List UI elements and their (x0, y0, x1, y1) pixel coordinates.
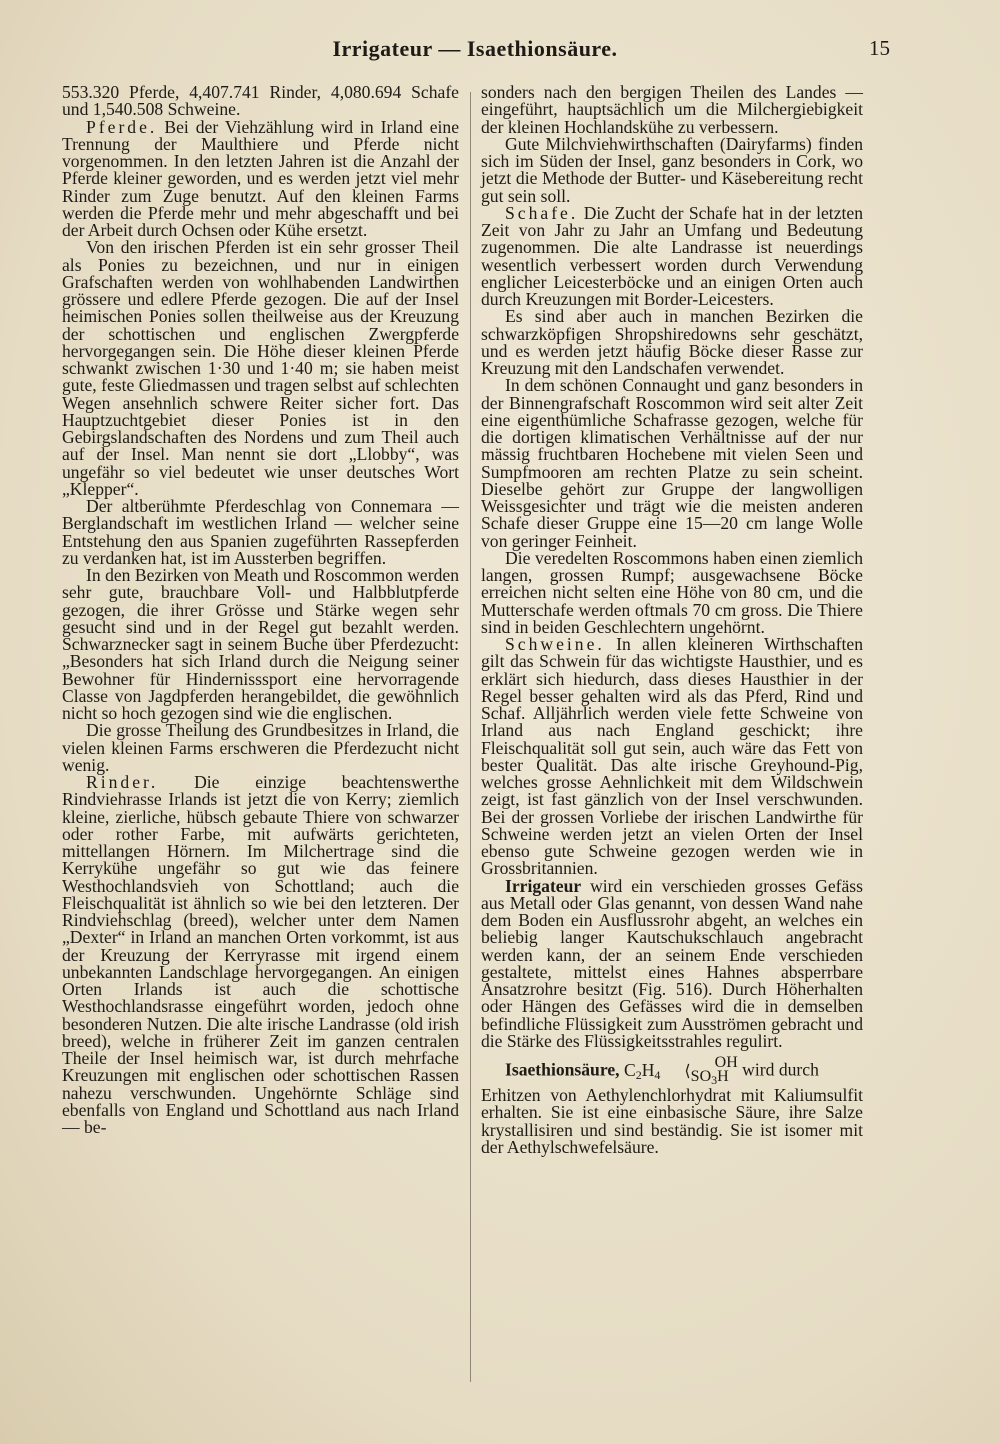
formula-element: H (641, 1059, 655, 1080)
entry-heading-isaethionsaeure: Isaethionsäure, (505, 1059, 620, 1080)
running-title: Irrigateur — Isaethionsäure. (332, 36, 618, 61)
paragraph: Es sind aber auch in manchen Bezirken die schwarzköpfigen Shropshiredowns sehr geschätzt, und es werden jetzt häufig Böcke dieser Rasse zur Kreuzung mit den Landschafen verwendet. (481, 306, 863, 378)
paragraph: sonders nach den bergigen Theilen des Landes — eingeführt, hauptsächlich um die Milchergiebigkeit der kleinen Hochlandskühe zu verbessern. (481, 82, 863, 137)
page-number: 15 (869, 36, 890, 60)
chemical-formula (623, 1054, 738, 1087)
entry-isaethionsaeure (481, 1056, 863, 1087)
formula-branch-top: OH (714, 1054, 738, 1071)
section-heading-pferde: Pferde. (86, 116, 158, 137)
formula-subscript: 2 (635, 1067, 642, 1082)
paragraph-rinder (62, 774, 459, 1136)
formula-bracket: ⟨ (684, 1062, 691, 1080)
paragraph: Gute Milchviehwirthschaften (Dairyfarms) finden sich im Süden der Insel, ganz besonders in Cork, wo jetzt die Methode der Butter- und Käsebereitung recht gut sein soll. (481, 133, 863, 206)
paragraph: Die veredelten Roscommons haben einen ziemlich langen, grossen Rumpf; ausgewachsene Böcke erreichen nicht selten eine Höhe von 80 cm, und die Mutterschafe werden oftmals 70 cm gross. Die Thiere sind in beiden Geschlechtern ungehörnt. (481, 547, 863, 637)
formula-element: H (717, 1068, 729, 1085)
paragraph: 553.320 Pferde, 4,407.741 Rinder, 4,080.694 Schafe und 1,540.508 Schweine. (62, 82, 459, 120)
paragraph: Der altberühmte Pferdeschlag von Connemara — Berglandschaft im westlichen Irland — welcher seine Entstehung den aus Spanien zugeführten Rassepferden zu verdanken hat, ist im Aussterben begriffen. (62, 496, 459, 568)
entry-text-continued: Erhitzen von Aethylenchlorhydrat mit Kaliumsulfit erhalten. Sie ist eine einbasische Säure, ihre Salze krystallisiren und sind beständig. Sie ist isomer mit der Aethylschwefelsäure. (481, 1085, 863, 1157)
paragraph-text: Die Zucht der Schafe hat in der letzten Zeit von Jahr zu Jahr an Umfang und Bedeutung zugenommen. Die alte Landrasse ist neuerdings wesentlich verbessert worden durch Verwendung englicher Leicesterböcke und an einigen Orten auch durch Kreuzungen mit Border-Leicesters. (481, 202, 863, 309)
formula-element: C (623, 1059, 636, 1080)
paragraph-text: In allen kleineren Wirthschaften gilt das Schwein für das wichtigste Hausthier, und es erklärt sich hiedurch, dass dieses Hausthier in der Regel besser gehalten wird als das Pferd, Rind und Schaf. Alljährlich werden viele fette Schweine von Irland aus nach England geschickt; ihre Fleischqualität soll gut sein, auch wäre das Fett von bester Qualität. Das alte irische Greyhound-Pig, welches grosse Aehnlichkeit mit dem Wildschwein zeigt, ist fast gänzlich von der Insel verschwunden. Bei der grossen Vorliebe der irischen Landwirthe für Schweine werden jetzt an vielen Orten der Insel ebenso gute Schweine gezogen werden wie in Grossbritannien. (481, 634, 863, 879)
left-column (62, 84, 459, 1136)
paragraph-text: Bei der Viehzählung wird in Irland eine Trennung der Maulthiere und Pferde nicht vorgenommen. In den letzten Jahren ist die Anzahl der Pferde kleiner geworden, und es werden jetzt viel mehr Rinder zum Zuge benutzt. Auf den kleinen Farms werden die Pferde mehr und mehr abgeschafft und bei der Arbeit durch Ochsen oder Kühe ersetzt. (62, 116, 459, 240)
paragraph: In den Bezirken von Meath und Roscommon werden sehr gute, brauchbare Voll- und Halbblutpferde gezogen, die ihrer Grösse und Stärke wegen sehr gesucht sind und in der Regel gut bezahlt werden. Schwarznecker sagt in seinem Buche über Pferdezucht: „Besonders hat sich Irland durch die Neigung seiner Bewohner für Hindernisssport eine hervorragende Classe von Jagdpferden herangebildet, die gewöhnlich nicht so hoch gezogen sind wie die englischen. (62, 565, 459, 723)
formula-branches (691, 1056, 738, 1087)
paragraph: Von den irischen Pferden ist ein sehr grosser Theil als Ponies zu bezeichnen, und nur in einigen Grafschaften werden von wohlhabenden Landwirthen grössere und edlere Pferde gezogen. Die auf der Insel heimischen Ponies sollen theilweise aus der Kreuzung der schottischen und englischen Zwergpferde hervorgegangen sein. Die Höhe dieser kleinen Pferde schwankt zwischen 1·30 und 1·40 m; sie haben meist gute, feste Gliedmassen und tragen selbst auf schlechten Wegen ansehnlich schwere Reiter sicher fort. Das Hauptzuchtgebiet dieser Ponies ist in den Gebirgslandschaften des Nordens und zum Theil auch auf der Insel. Man nennt sie dort „Llobby“, was ungefähr so viel bedeutet wie unser deutsches Wort „Klepper“. (62, 237, 459, 499)
formula-branch-bottom: SO (690, 1068, 712, 1085)
paragraph-pferde (62, 116, 459, 240)
formula-subscript: 4 (654, 1067, 661, 1082)
entry-text: wird durch (737, 1059, 819, 1080)
paragraph-schafe (481, 202, 863, 309)
section-heading-schafe: Schafe. (505, 202, 579, 223)
paragraph-schweine (481, 636, 863, 878)
right-column (481, 84, 863, 1156)
page-header (60, 36, 890, 70)
paragraph-text: Die einzige beachtenswerthe Rindviehrasse Irlands ist jetzt die von Kerry; ziemlich kleine, zierliche, hübsch gebaute Thiere von schwarzer oder rother Farbe, mit aufwärts gerichteten, mittellangen Hörnern. Im Milchertrage sind die Kerrykühe ungefähr so gut wie das feinere Westhochlandsvieh von Schottland; auch die Fleischqualität ist ähnlich so wie bei den letzteren. Der Rindviehschlag (breed), welcher unter dem Namen „Dexter“ in Irland an manchen Orten vorkommt, ist aus der Kreuzung der Kerryrasse mit irgend einem unbekannten Landschlage hervorgegangen. An einigen Orten Irlands ist auch die schottische Westhochlandsrasse eingeführt worden, jedoch ohne besonderen Nutzen. Die alte irische Landrasse (old irish breed), welche in früherer Zeit im ganzen centralen Theile der Insel heimisch war, ist durch mehrfache Kreuzungen mit englischen oder schottischen Rassen nahezu verschwunden. Ungehörnte Schläge sind ebenfalls von England und Schottland aus nach Irland — be- (62, 772, 459, 1137)
entry-heading-irrigateur: Irrigateur (505, 875, 582, 896)
formula-subscript: 3 (711, 1073, 718, 1087)
paragraph: In dem schönen Connaught und ganz besonders in der Binnengrafschaft Roscommon wird seit alter Zeit eine eigenthümliche Schafrasse gezogen, welche für die dortigen klimatischen Verhältnisse auf der nur mässig fruchtbaren Hochebene mit vielen Seen und Sumpfmooren am rechten Platze zu sein scheint. Dieselbe gehört zur Gruppe der langwolligen Weissgesichter und trägt wie die meisten anderen Schafe dieser Gruppe eine 15—20 cm lange Wolle von geringer Feinheit. (481, 375, 863, 551)
section-heading-rinder: Rinder. (86, 772, 159, 792)
column-divider (470, 92, 471, 1382)
paragraph: Die grosse Theilung des Grundbesitzes in Irland, die vielen kleinen Farms erschweren die Pferdezucht nicht wenig. (62, 720, 459, 775)
entry-irrigateur (481, 875, 863, 1051)
section-heading-schweine: Schweine. (505, 634, 605, 654)
entry-text: wird ein verschieden grosses Gefäss aus Metall oder Glas genannt, von dessen Wand nahe dem Boden ein Ausflussrohr abgeht, an welches ein beliebig langer Kautschukschlauch angebracht werden kann, der an seinem Ende verschieden gestaltete, mittelst eines Hahnes absperrbare Ansatzrohre besitzt (Fig. 516). Durch Höherhalten oder Hängen des Gefässes wird die in demselben befindliche Flüssigkeit zum Ausströmen gebracht und die Stärke des Flüssigkeitsstrahles regulirt. (481, 875, 863, 1051)
